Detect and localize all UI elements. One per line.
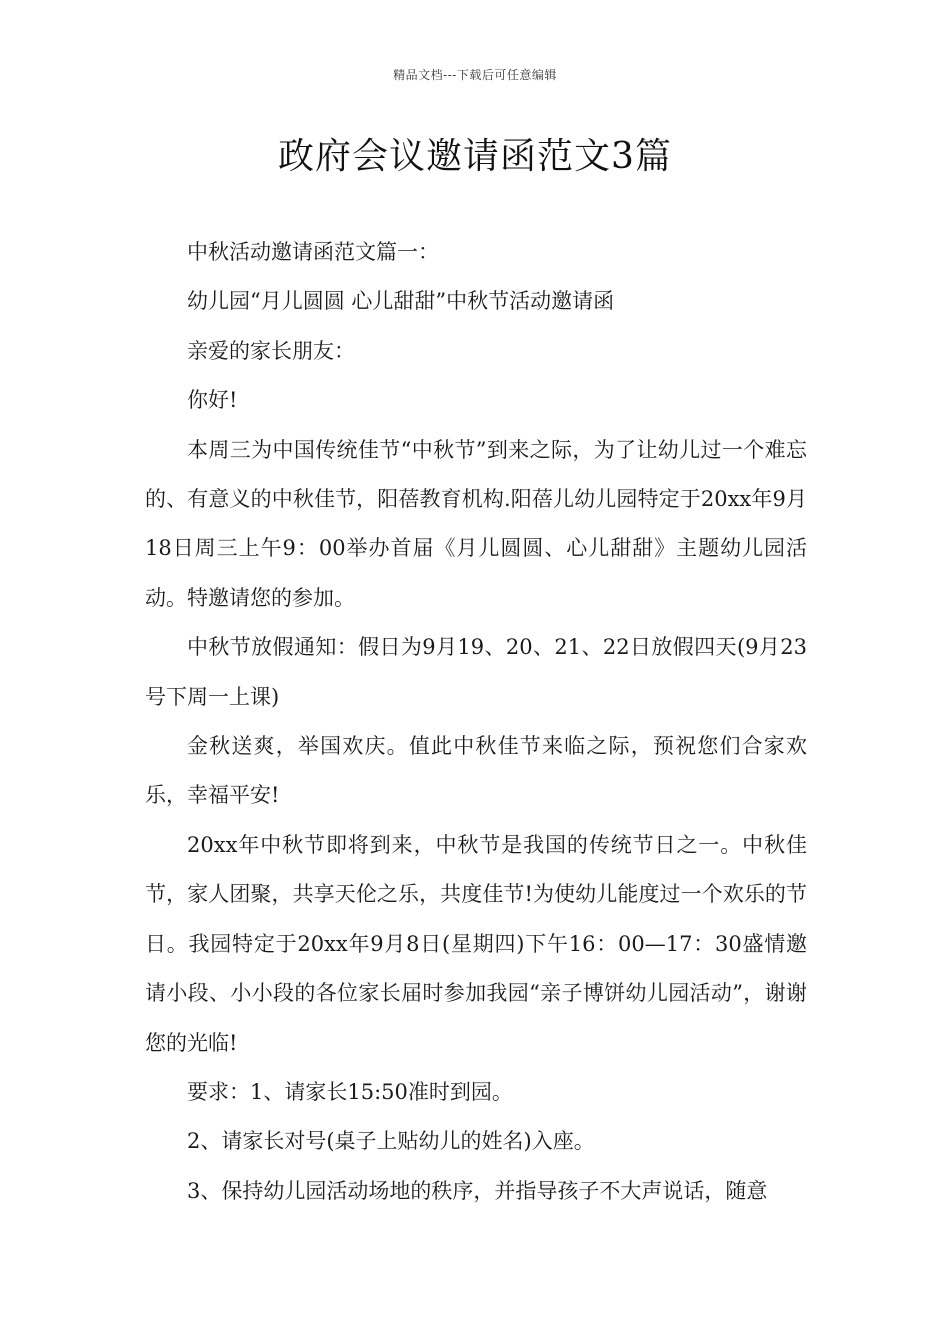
paragraph: 要求：1、请家长15:50准时到园。 [187, 1079, 513, 1104]
paragraph: 2、请家长对号(桌子上贴幼儿的姓名)入座。 [187, 1129, 595, 1154]
document-title: 政府会议邀请函范文3篇 [278, 136, 672, 177]
paragraph: 3、保持幼儿园活动场地的秩序，并指导孩子不大声说话，随意 [187, 1178, 768, 1203]
document-body [145, 228, 807, 1216]
paragraph: 中秋活动邀请函范文篇一： [187, 240, 439, 264]
paragraph: 亲爱的家长朋友： [187, 338, 355, 363]
paragraph: 20xx年中秋节即将到来，中秋节是我国的传统节日之一。中秋佳节，家人团聚，共享天伦之乐，共度佳节!为使幼儿能度过一个欢乐的节日。我园特定于20xx年9月8日(星期四)下午16：00—17：30盛情邀请小段、小小段的各位家长届时参加我园“亲子博饼幼儿园活动”，谢谢您的光临! [145, 832, 807, 1055]
paragraph: 你好! [187, 388, 238, 413]
paragraph: 幼儿园“月儿圆圆 心儿甜甜”中秋节活动邀请函 [187, 289, 615, 314]
paragraph: 本周三为中国传统佳节“中秋节”到来之际，为了让幼儿过一个难忘的、有意义的中秋佳节，阳蓓教育机构.阳蓓儿幼儿园特定于20xx年9月18日周三上午9：00举办首届《月儿圆圆、心儿甜甜》主题幼儿园活动。特邀请您的参加。 [145, 437, 807, 610]
header-note: 精品文档---下载后可任意编辑 [393, 68, 557, 82]
paragraph: 中秋节放假通知：假日为9月19、20、21、22日放假四天(9月23号下周一上课) [145, 635, 807, 709]
paragraph: 金秋送爽，举国欢庆。值此中秋佳节来临之际，预祝您们合家欢乐，幸福平安! [145, 734, 807, 808]
